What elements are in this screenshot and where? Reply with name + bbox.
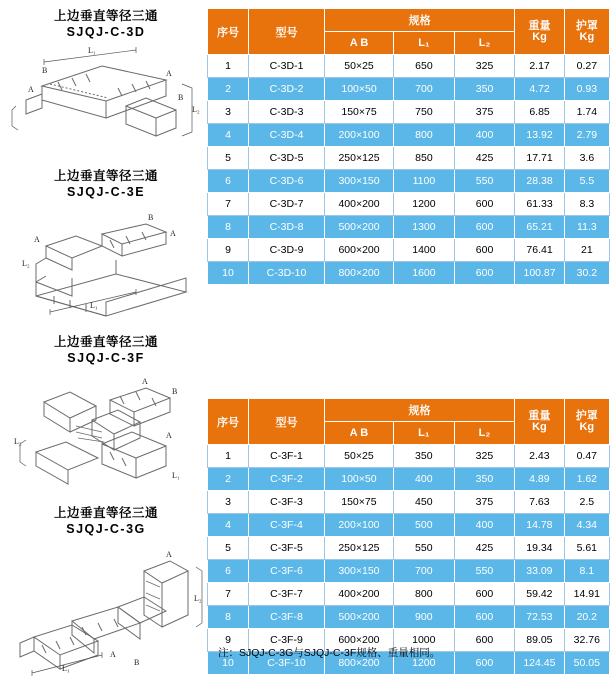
- table-row: [208, 216, 610, 239]
- cell-model: C-3D-4: [249, 124, 325, 147]
- th-index: 序号: [208, 399, 249, 445]
- cell-index: 9: [208, 239, 249, 262]
- product-title-3d: [6, 8, 206, 40]
- cell-index: 8: [208, 216, 249, 239]
- th-weight-label: 重量: [528, 19, 551, 32]
- cell-index: 8: [208, 606, 249, 629]
- cell-l1: 500: [393, 514, 454, 537]
- cell-model: C-3D-8: [249, 216, 325, 239]
- cell-weight: 89.05: [515, 629, 564, 652]
- table-row: [208, 55, 610, 78]
- table-row: [208, 491, 610, 514]
- cell-index: 3: [208, 101, 249, 124]
- th-weight-unit: Kg: [532, 420, 547, 433]
- cell-weight: 2.43: [515, 445, 564, 468]
- cell-weight: 14.78: [515, 514, 564, 537]
- cell-l1: 350: [393, 445, 454, 468]
- cell-weight: 17.71: [515, 147, 564, 170]
- product-name-3d: 上边垂直等径三通: [53, 9, 158, 23]
- cell-index: 9: [208, 629, 249, 652]
- cell-index: 5: [208, 537, 249, 560]
- cell-l2: 350: [454, 78, 515, 101]
- cell-cover: 4.34: [564, 514, 609, 537]
- cell-index: 10: [208, 262, 249, 285]
- table-row: [208, 445, 610, 468]
- cell-l1: 1600: [394, 262, 455, 285]
- cell-l1: 1200: [393, 652, 454, 675]
- dim-label-l1-f: L₁: [172, 471, 180, 480]
- cell-cover: 11.3: [564, 216, 609, 239]
- th-spec-group: 规格: [325, 9, 515, 32]
- cell-ab: 300×150: [325, 170, 394, 193]
- cell-model: C-3F-9: [249, 629, 325, 652]
- cell-l1: 1200: [394, 193, 455, 216]
- cell-cover: 0.93: [564, 78, 609, 101]
- cell-cover: 20.2: [564, 606, 609, 629]
- cell-index: 2: [208, 78, 249, 101]
- dim-label-b-e: B: [148, 213, 154, 222]
- cell-weight: 124.45: [515, 652, 564, 675]
- th-weight-unit: Kg: [532, 30, 547, 43]
- tee-3g-isometric-icon: [6, 537, 206, 687]
- cell-l2: 425: [454, 537, 515, 560]
- tee-3d-isometric-icon: [6, 40, 206, 150]
- th-weight: [515, 9, 564, 55]
- cell-cover: 0.47: [564, 445, 609, 468]
- th-index: 序号: [208, 9, 249, 55]
- cell-model: C-3D-1: [249, 55, 325, 78]
- cell-index: 6: [208, 170, 249, 193]
- table-row: [208, 193, 610, 216]
- product-block-3g: [6, 505, 206, 687]
- cell-weight: 7.63: [515, 491, 564, 514]
- cell-l1: 700: [394, 78, 455, 101]
- cell-weight: 6.85: [515, 101, 564, 124]
- cell-model: C-3F-8: [249, 606, 325, 629]
- cell-l2: 600: [454, 193, 515, 216]
- cell-cover: 14.91: [564, 583, 609, 606]
- spec-table-3f: [207, 398, 610, 675]
- cell-index: 4: [208, 514, 249, 537]
- product-name-3e: 上边垂直等径三通: [53, 169, 158, 183]
- dim-label-l2-e: L₂: [22, 259, 30, 268]
- cell-index: 4: [208, 124, 249, 147]
- table-row: [208, 606, 610, 629]
- cell-model: C-3F-3: [249, 491, 325, 514]
- spec-table-3d-body: [208, 55, 610, 285]
- cell-model: C-3D-10: [249, 262, 325, 285]
- cell-l2: 425: [454, 147, 515, 170]
- cell-cover: 5.5: [564, 170, 609, 193]
- cell-weight: 33.09: [515, 560, 564, 583]
- cell-l1: 400: [393, 468, 454, 491]
- cell-l1: 1300: [394, 216, 455, 239]
- cell-l2: 600: [454, 216, 515, 239]
- dim-label-a2-g: A: [166, 550, 172, 559]
- th-model: 型号: [249, 9, 325, 55]
- cell-weight: 76.41: [515, 239, 564, 262]
- cell-l1: 750: [394, 101, 455, 124]
- product-drawing-3e: [6, 200, 206, 320]
- cell-l2: 350: [454, 468, 515, 491]
- cell-ab: 200×100: [324, 514, 393, 537]
- cell-l2: 550: [454, 170, 515, 193]
- th-cover-label: 护罩: [575, 19, 598, 32]
- cell-ab: 150×75: [325, 101, 394, 124]
- product-name-3g: 上边垂直等径三通: [53, 506, 158, 520]
- dim-label-b2: B: [178, 93, 184, 102]
- cell-index: 3: [208, 491, 249, 514]
- product-drawing-3f: [6, 366, 206, 506]
- cell-model: C-3D-9: [249, 239, 325, 262]
- table-row: [208, 583, 610, 606]
- cell-cover: 30.2: [564, 262, 609, 285]
- product-code-3e: SJQJ-C-3E: [66, 185, 146, 199]
- cell-l1: 850: [394, 147, 455, 170]
- table-row: [208, 468, 610, 491]
- cell-l2: 375: [454, 491, 515, 514]
- cell-ab: 600×200: [325, 239, 394, 262]
- cell-ab: 50×25: [325, 55, 394, 78]
- cell-model: C-3D-6: [249, 170, 325, 193]
- product-code-3d: SJQJ-C-3D: [66, 25, 146, 39]
- cell-l2: 600: [454, 239, 515, 262]
- dim-label-a2: A: [166, 69, 172, 78]
- th-spec-group: 规格: [324, 399, 514, 422]
- cell-model: C-3F-10: [249, 652, 325, 675]
- dim-label-l1: L₁: [88, 46, 96, 55]
- th-spec-l1: L₁: [393, 422, 454, 445]
- cell-model: C-3D-5: [249, 147, 325, 170]
- table-row: [208, 101, 610, 124]
- product-block-3d: [6, 8, 206, 150]
- cell-l2: 600: [454, 652, 515, 675]
- cell-l2: 400: [454, 124, 515, 147]
- th-model: 型号: [249, 399, 325, 445]
- cell-l1: 1100: [394, 170, 455, 193]
- cell-model: C-3D-2: [249, 78, 325, 101]
- cell-model: C-3F-6: [249, 560, 325, 583]
- cell-ab: 500×200: [324, 606, 393, 629]
- cell-cover: 5.61: [564, 537, 609, 560]
- cell-model: C-3F-2: [249, 468, 325, 491]
- cell-weight: 4.89: [515, 468, 564, 491]
- dim-label-b-g: B: [134, 658, 140, 667]
- th-spec-l2: L₂: [454, 32, 515, 55]
- cell-l1: 550: [393, 537, 454, 560]
- cell-l2: 375: [454, 101, 515, 124]
- table-row: [208, 239, 610, 262]
- th-cover-label: 护罩: [575, 409, 598, 422]
- tee-3e-isometric-icon: [6, 200, 206, 320]
- table-row: [208, 537, 610, 560]
- th-cover: [564, 399, 609, 445]
- dim-label-a-f: A: [142, 377, 148, 386]
- cell-index: 1: [208, 445, 249, 468]
- cell-weight: 61.33: [515, 193, 564, 216]
- dim-label-l2-g: L₂: [194, 594, 202, 603]
- cell-ab: 150×75: [324, 491, 393, 514]
- dim-label-b: B: [42, 66, 48, 75]
- table-header-row-top: [208, 399, 610, 422]
- cell-ab: 800×200: [324, 652, 393, 675]
- cell-l2: 325: [454, 445, 515, 468]
- cell-l2: 400: [454, 514, 515, 537]
- cell-l1: 900: [393, 606, 454, 629]
- th-weight-label: 重量: [528, 409, 551, 422]
- cell-index: 5: [208, 147, 249, 170]
- cell-l2: 600: [454, 606, 515, 629]
- cell-weight: 65.21: [515, 216, 564, 239]
- cell-cover: 3.6: [564, 147, 609, 170]
- th-spec-ab: A B: [324, 422, 393, 445]
- cell-ab: 500×200: [325, 216, 394, 239]
- cell-l1: 800: [394, 124, 455, 147]
- cell-index: 10: [208, 652, 249, 675]
- cell-index: 6: [208, 560, 249, 583]
- cell-weight: 2.17: [515, 55, 564, 78]
- cell-ab: 600×200: [324, 629, 393, 652]
- th-spec-l2: L₂: [454, 422, 515, 445]
- cell-l1: 1000: [393, 629, 454, 652]
- cell-cover: 2.5: [564, 491, 609, 514]
- cell-cover: 32.76: [564, 629, 609, 652]
- table-row: [208, 170, 610, 193]
- table-row: [208, 78, 610, 101]
- cell-cover: 50.05: [564, 652, 609, 675]
- cell-l2: 550: [454, 560, 515, 583]
- cell-weight: 13.92: [515, 124, 564, 147]
- table-note: 注：SJQJ-C-3G与SJQJ-C-3F规格、重量相同。: [218, 647, 441, 659]
- cell-cover: 8.3: [564, 193, 609, 216]
- cell-model: C-3F-7: [249, 583, 325, 606]
- cell-cover: 0.27: [564, 55, 609, 78]
- cell-model: C-3D-3: [249, 101, 325, 124]
- product-title-3e: [6, 168, 206, 200]
- cell-index: 2: [208, 468, 249, 491]
- product-code-3f: SJQJ-C-3F: [67, 351, 145, 365]
- th-weight: [515, 399, 564, 445]
- cell-ab: 250×125: [325, 147, 394, 170]
- cell-weight: 4.72: [515, 78, 564, 101]
- dim-label-b-f: B: [172, 387, 178, 396]
- product-block-3e: [6, 168, 206, 320]
- cell-cover: 1.62: [564, 468, 609, 491]
- dim-label-a-e: A: [170, 229, 176, 238]
- cell-ab: 800×200: [325, 262, 394, 285]
- cell-weight: 72.53: [515, 606, 564, 629]
- cell-model: C-3F-5: [249, 537, 325, 560]
- table-row: [208, 560, 610, 583]
- product-drawing-3g: [6, 537, 206, 687]
- spec-table-3f-body: [208, 445, 610, 675]
- cell-weight: 59.42: [515, 583, 564, 606]
- cell-l2: 600: [454, 629, 515, 652]
- cell-l1: 450: [393, 491, 454, 514]
- cell-model: C-3F-1: [249, 445, 325, 468]
- th-cover: [564, 9, 609, 55]
- cell-index: 7: [208, 193, 249, 216]
- tee-3f-isometric-icon: [6, 366, 206, 506]
- table-header-row-top: [208, 9, 610, 32]
- cell-weight: 28.38: [515, 170, 564, 193]
- cell-cover: 21: [564, 239, 609, 262]
- product-title-3f: [6, 334, 206, 366]
- table-row: [208, 147, 610, 170]
- dim-label-l2: L₂: [192, 105, 200, 114]
- th-spec-ab: A B: [325, 32, 394, 55]
- product-drawing-3d: [6, 40, 206, 150]
- cell-l1: 800: [393, 583, 454, 606]
- table-row: [208, 262, 610, 285]
- product-code-3g: SJQJ-C-3G: [66, 522, 146, 536]
- dim-label-l1-e: L₁: [90, 301, 98, 310]
- cell-index: 1: [208, 55, 249, 78]
- cell-ab: 50×25: [324, 445, 393, 468]
- cell-l1: 1400: [394, 239, 455, 262]
- cell-l2: 600: [454, 262, 515, 285]
- product-title-3g: [6, 505, 206, 537]
- cell-ab: 250×125: [324, 537, 393, 560]
- cell-model: C-3F-4: [249, 514, 325, 537]
- cell-ab: 300×150: [324, 560, 393, 583]
- cell-l2: 600: [454, 583, 515, 606]
- dim-label-l1-g: L₁: [62, 664, 70, 673]
- cell-index: 7: [208, 583, 249, 606]
- cell-l2: 325: [454, 55, 515, 78]
- th-cover-unit: Kg: [579, 420, 595, 433]
- dim-label-a-g: A: [110, 650, 116, 659]
- th-cover-unit: Kg: [579, 30, 595, 43]
- cell-cover: 8.1: [564, 560, 609, 583]
- cell-l1: 700: [393, 560, 454, 583]
- dim-label-a2-f: A: [166, 431, 172, 440]
- th-spec-l1: L₁: [394, 32, 455, 55]
- product-block-3f: [6, 334, 206, 506]
- cell-ab: 400×200: [325, 193, 394, 216]
- dim-label-l2-f: L₂: [14, 437, 22, 446]
- table-row: [208, 124, 610, 147]
- cell-ab: 200×100: [325, 124, 394, 147]
- cell-cover: 2.79: [564, 124, 609, 147]
- cell-ab: 100×50: [324, 468, 393, 491]
- product-name-3f: 上边垂直等径三通: [53, 335, 158, 349]
- cell-cover: 1.74: [564, 101, 609, 124]
- cell-model: C-3D-7: [249, 193, 325, 216]
- spec-table-3d: [207, 8, 610, 285]
- dim-label-a2-e: A: [34, 235, 40, 244]
- cell-weight: 100.87: [515, 262, 564, 285]
- table-row: [208, 514, 610, 537]
- dim-label-a: A: [28, 85, 34, 94]
- cell-ab: 100×50: [325, 78, 394, 101]
- cell-l1: 650: [394, 55, 455, 78]
- cell-ab: 400×200: [324, 583, 393, 606]
- cell-weight: 19.34: [515, 537, 564, 560]
